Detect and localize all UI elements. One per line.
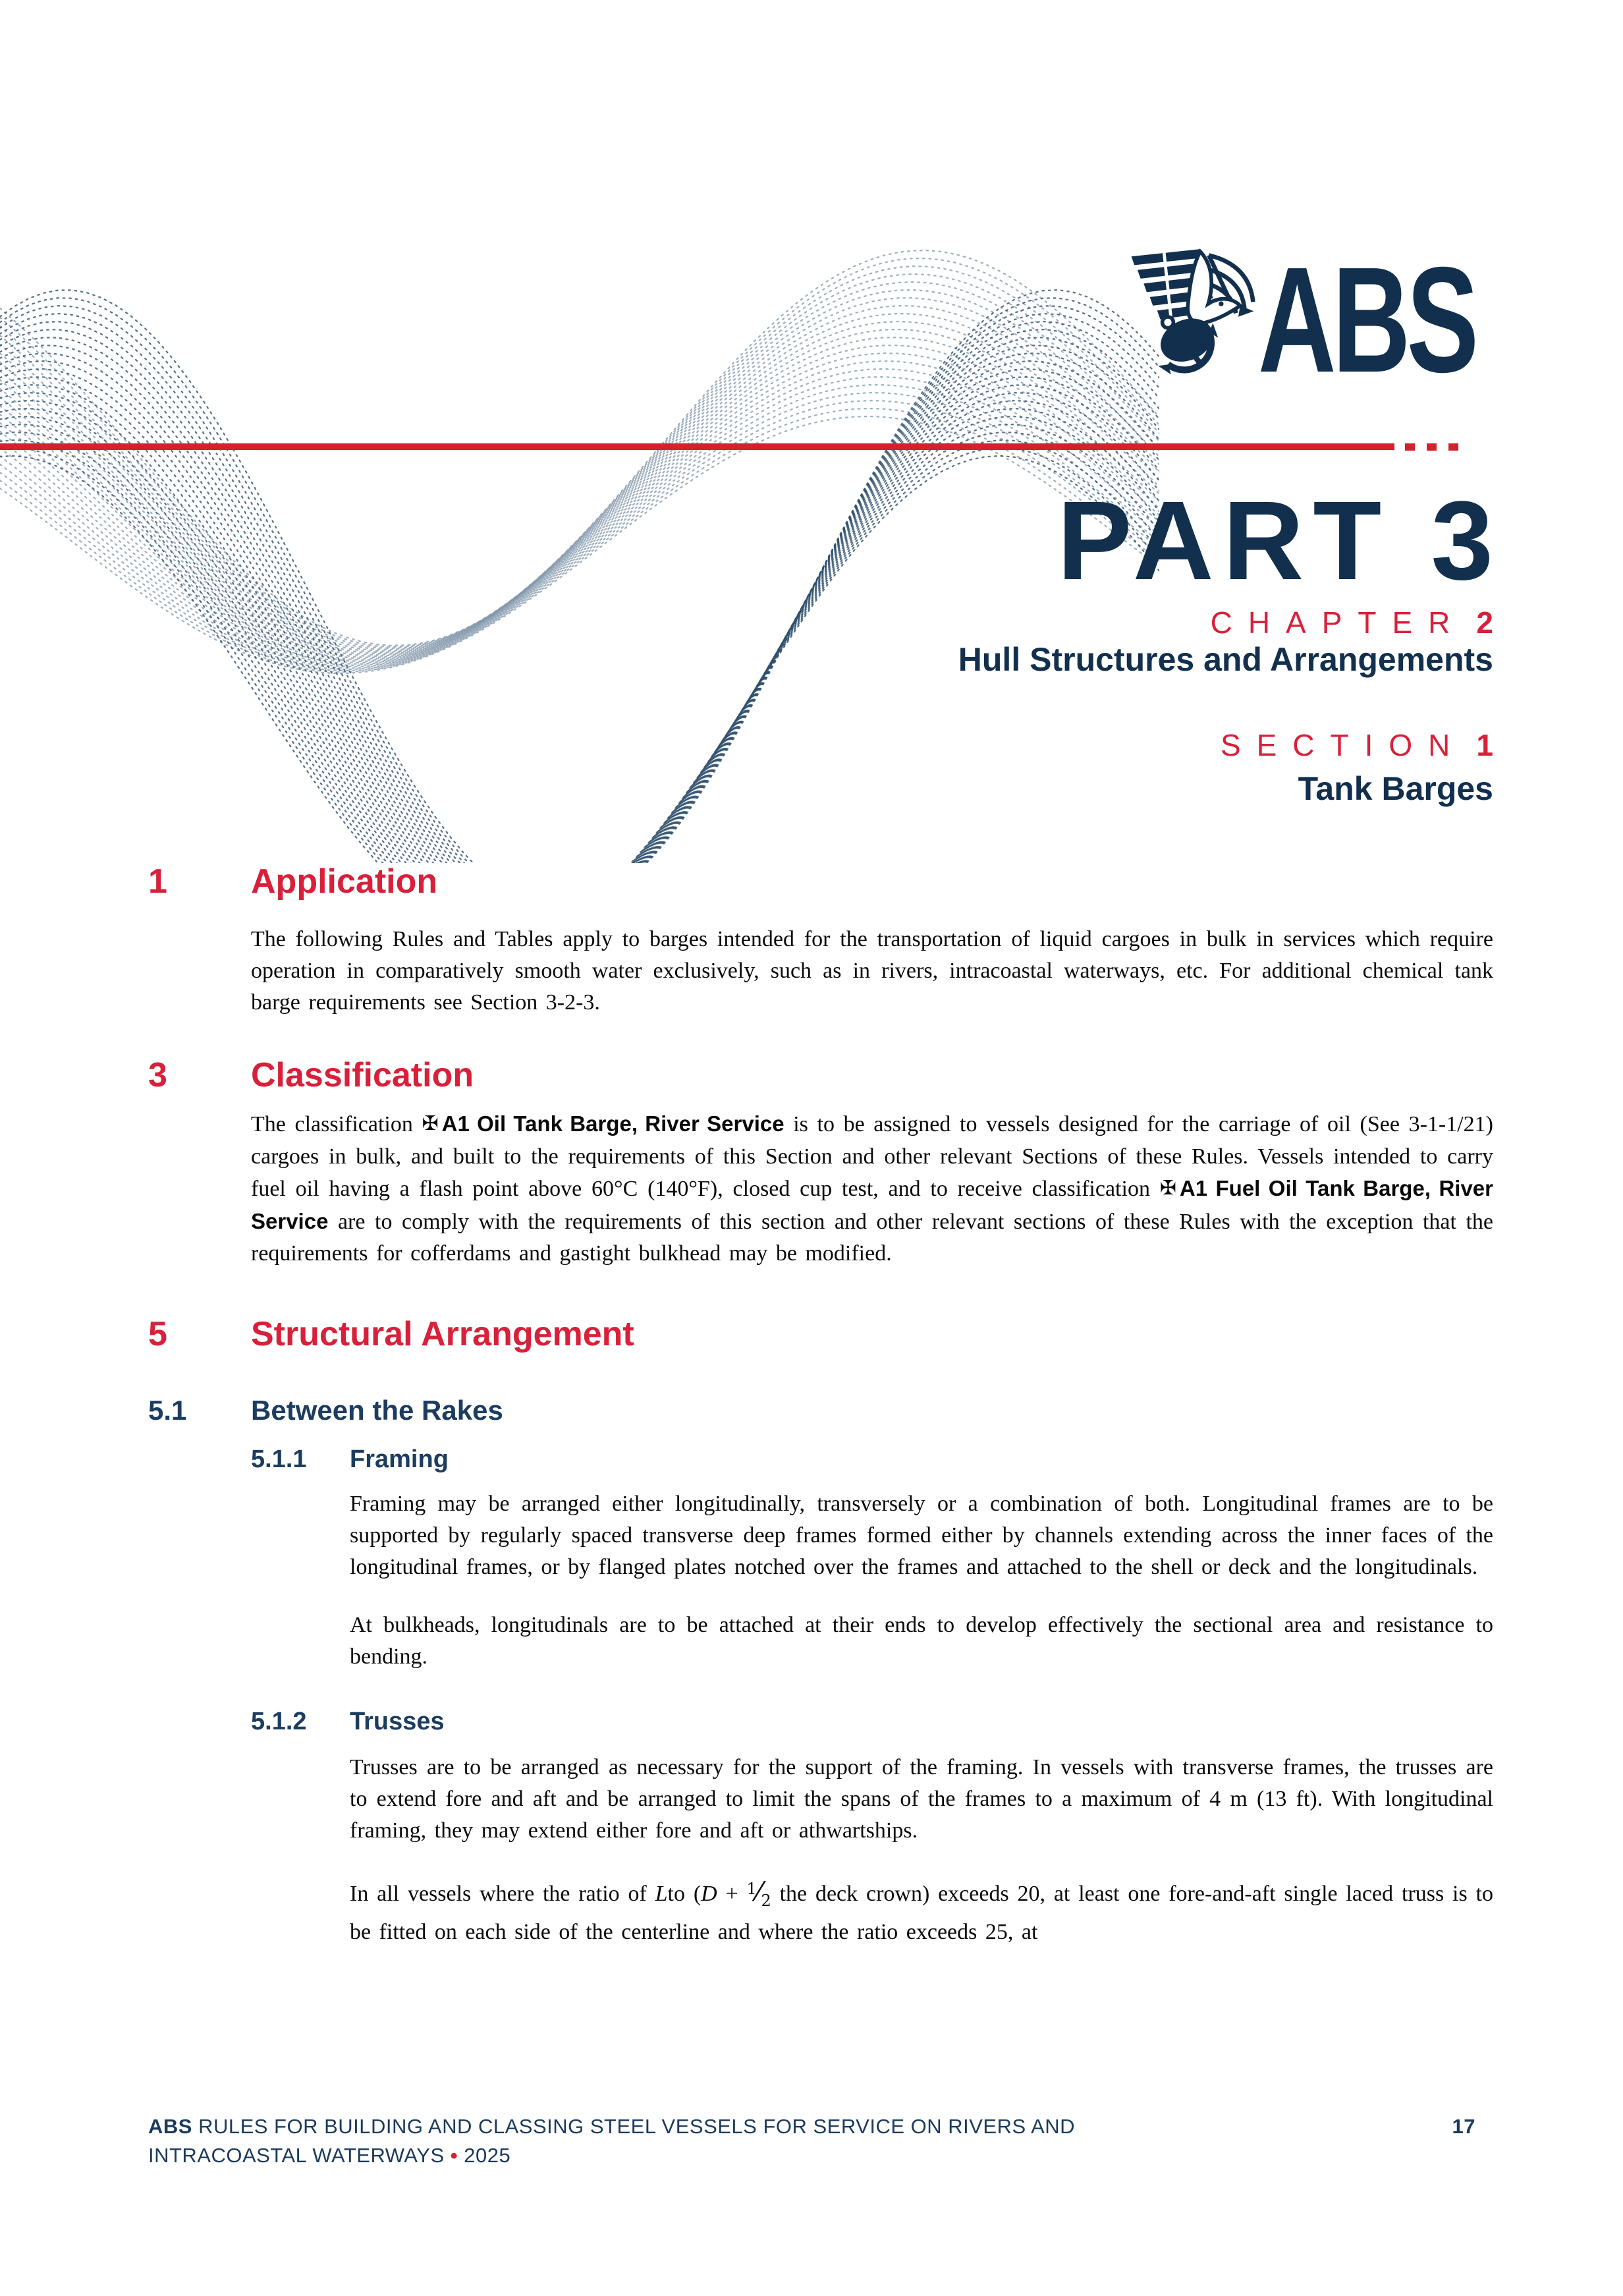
trusses-paragraph-2 <box>350 1873 1493 1948</box>
text-run: is to be assigned to vessels designed for the carriage of oil (See 3-1-1/21) cargoes in bulk, and built to the requirements of this Section and other relevant Sections of these Rules. Vessels intended to carry fuel oil having a flash point above 60°C (140°F), closed cup test, and to receive classification <box>251 1112 1493 1201</box>
paragraph-row <box>251 1873 1493 1948</box>
subsection-5-1-title: Between the Rakes <box>251 1395 503 1426</box>
footer-line2: INTRACOASTAL WATERWAYS <box>148 2144 451 2167</box>
subsection-5-1-2-number: 5.1.2 <box>251 1708 307 1735</box>
subsection-5-1-number: 5.1 <box>148 1395 187 1426</box>
section-line <box>1221 730 1493 760</box>
subsection-5-1-2-heading-row <box>251 1707 1493 1736</box>
class-notation-fuel-oil-tank-barge: A1 Fuel Oil Tank Barge, River Service <box>251 1176 1493 1233</box>
section-number: 1 <box>1476 728 1493 762</box>
framing-paragraph-2: At bulkheads, longitudinals are to be attached at their ends to develop effectively the sectional area and resistance to bending. <box>350 1613 1493 1669</box>
section-1-title: Application <box>251 862 438 901</box>
page-footer <box>148 2112 1475 2170</box>
text-run: the deck crown) exceeds 20, at least one fore-and-aft single laced truss is to be fitted on each side of the centerline and where the ratio exceeds 25, at <box>350 1882 1493 1944</box>
section-3-title: Classification <box>251 1056 474 1094</box>
fraction-slash: ⁄ <box>756 1877 761 1907</box>
trusses-paragraph-1: Trusses are to be arranged as necessary for the support of the framing. In vessels with transverse frames, the trusses are to extend fore and aft and be arranged to limit the spans of the frames to a maximum of 4 m (13 ft). With longitudinal framing, they may extend either fore and aft or athwartships. <box>350 1755 1493 1843</box>
footer-rule-title <box>148 2112 1301 2170</box>
subsection-5-1-1-number: 5.1.1 <box>251 1445 307 1473</box>
masthead <box>571 0 1502 856</box>
text-run: + <box>717 1882 747 1906</box>
framing-paragraph-1: Framing may be arranged either longitudinally, transversely or a combination of both. Longitudinal frames are to be supported by regularly spaced transverse deep frames formed either by channels extending across the inner faces of the longitudinal frames, or by flanged plates notched over the frames and attached to the shell or deck and the longitudinals. <box>350 1492 1493 1579</box>
part-title: PART 3 <box>1057 478 1502 603</box>
text-run: are to comply with the requirements of this section and other relevant sections of these Rules with the exception that the requirements for cofferdams and gastight bulkhead may be modified. <box>251 1210 1493 1266</box>
paragraph-row <box>251 1610 1493 1673</box>
section-5-heading-row <box>148 1316 1493 1353</box>
math-var-L: L <box>655 1882 668 1906</box>
chapter-number: 2 <box>1476 605 1493 640</box>
section-3-heading-row <box>148 1057 1493 1094</box>
subsection-5-1-1-heading-row <box>251 1445 1493 1474</box>
document-body <box>148 863 1493 1948</box>
paragraph-row <box>251 1752 1493 1847</box>
gutter <box>148 924 251 1019</box>
gutter <box>251 1488 350 1583</box>
section-5-number: 5 <box>148 1315 167 1353</box>
footer-brand: ABS <box>148 2115 192 2138</box>
text-run: The classification <box>251 1112 422 1136</box>
abs-logo-text: ABS <box>1258 237 1475 404</box>
section-3-paragraph-row <box>148 1108 1493 1270</box>
chapter-label: CHAPTER <box>1210 605 1466 640</box>
gutter <box>148 1426 251 1948</box>
paragraph-row <box>251 1488 1493 1583</box>
section-title: Tank Barges <box>1298 770 1493 807</box>
page-number: 17 <box>1452 2115 1475 2138</box>
footer-bullet-icon: • <box>450 2144 458 2167</box>
text-run: to ( <box>667 1882 701 1906</box>
subsection-5-1-1-content <box>251 1426 1493 1948</box>
subsection-5-1-1-block <box>148 1426 1493 1948</box>
section-1-paragraph: The following Rules and Tables apply to barges intended for the transportation of liquid cargoes in bulk in services which require operation in comparatively smooth water exclusively, such as in rivers, intracoastal waterways, etc. For additional chemical tank barge requirements see Section 3-2-3. <box>251 927 1493 1015</box>
gutter <box>148 1108 251 1270</box>
maltese-cross-icon: ✠ <box>422 1112 439 1135</box>
gutter <box>251 1873 350 1948</box>
maltese-cross-icon: ✠ <box>1159 1177 1176 1200</box>
fraction-numerator: 1 <box>746 1880 757 1898</box>
section-1-number: 1 <box>148 862 167 901</box>
subsection-5-1-1-title: Framing <box>350 1445 449 1473</box>
section-label: SECTION <box>1220 728 1466 762</box>
gutter <box>251 1752 350 1847</box>
section-5-title: Structural Arrangement <box>251 1315 634 1353</box>
section-1-paragraph-row <box>148 924 1493 1019</box>
subsection-5-1-2-title: Trusses <box>350 1708 445 1735</box>
section-1-heading-row <box>148 863 1493 900</box>
section-3-paragraph <box>251 1108 1493 1270</box>
subsection-5-1-heading-row <box>148 1395 1493 1426</box>
fraction-denominator: 2 <box>761 1891 771 1910</box>
text-run: In all vessels where the ratio of <box>350 1882 655 1906</box>
class-notation-oil-tank-barge: A1 Oil Tank Barge, River Service <box>441 1111 784 1136</box>
gutter <box>251 1610 350 1673</box>
footer-year: 2025 <box>458 2144 511 2167</box>
section-3-number: 3 <box>148 1056 167 1094</box>
fraction-one-half <box>746 1877 771 1910</box>
chapter-line <box>1211 607 1493 638</box>
chapter-title: Hull Structures and Arrangements <box>958 641 1493 678</box>
math-var-D: D <box>701 1882 717 1906</box>
footer-line1: RULES FOR BUILDING AND CLASSING STEEL VESSELS FOR SERVICE ON RIVERS AND <box>192 2115 1076 2138</box>
